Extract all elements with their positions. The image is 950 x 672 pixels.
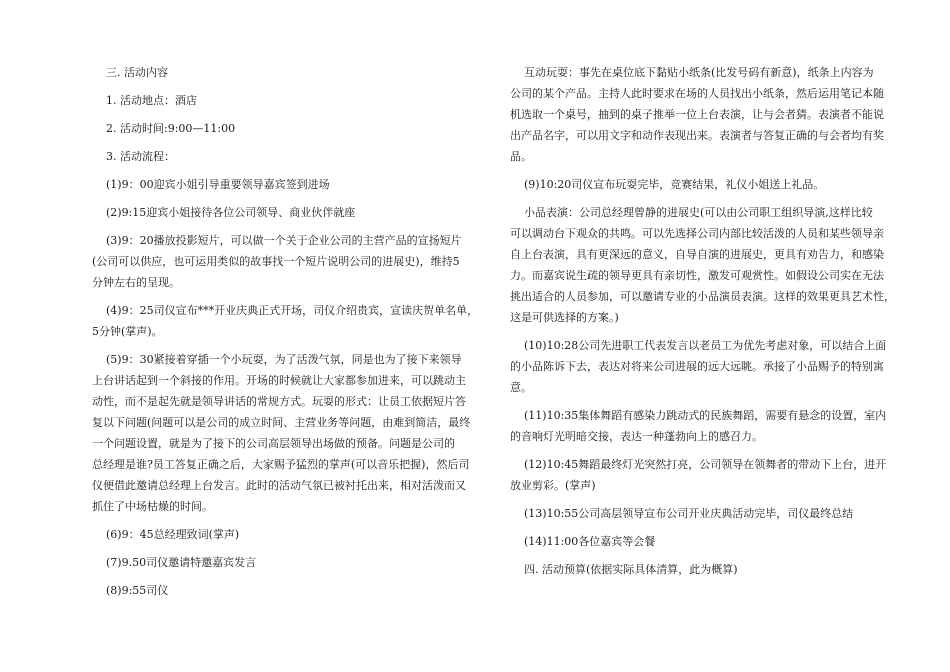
left-column (92, 62, 479, 601)
text-line: 总经理是谁?员工答复正确之后，大家赐予猛烈的掌声(可以音乐把握)，然后司 (92, 458, 470, 471)
paragraph (510, 559, 895, 580)
text-line: 的小品陈诉下去，表达对将来公司进展的远大远眺。承接了小品赐予的特别寓 (510, 360, 884, 373)
text-line: 公司的某个产品。主持人此时要求在场的人员找出小纸条，然后运用笔记本随 (510, 87, 884, 100)
text-line: 分钟左右的呈现。 (92, 276, 180, 289)
paragraph (92, 300, 479, 342)
text-line: (4)9：25司仪宣布***开业庆典正式开场，司仪介绍贵宾，宣读庆贺单名单， (106, 304, 479, 317)
paragraph (92, 62, 472, 83)
paragraph (510, 174, 895, 195)
text-line: 放业剪彩。(掌声) (510, 479, 596, 492)
text-line: 这是可供选择的方案。) (510, 311, 619, 324)
paragraph (510, 62, 895, 167)
text-line: 互动玩耍：事先在桌位底下黏贴小纸条(比发号码有新意)，纸条上内容为 (524, 66, 874, 79)
text-line: 自上台表演，具有更深远的意义，自导自演的进展史，更具有劝告力，和感染 (510, 248, 884, 261)
text-line: 的音响灯光明暗交接，表达一种蓬勃向上的感召力。 (510, 430, 763, 443)
paragraph (92, 174, 472, 195)
text-line: (14)11:00各位嘉宾等会餐 (524, 535, 656, 548)
text-line: 三. 活动内容 (106, 66, 168, 79)
text-line: 挑出适合的人员参加，可以邀请专业的小品演员表演。这样的效果更具艺术性， (510, 290, 895, 303)
text-line: 品。 (510, 150, 532, 163)
paragraph (92, 524, 472, 545)
paragraph (92, 146, 472, 167)
paragraph (510, 454, 895, 496)
text-line: (6)9：45总经理致词(掌声) (106, 528, 240, 541)
paragraph (92, 552, 472, 573)
text-line: 动性，而不是起先就是领导讲话的常规方式。玩耍的形式：让员工依据短片答 (92, 395, 466, 408)
text-line: 机选取一个桌号，抽到的桌子推举一位上台表演，让与会者猜。表演者不能说 (510, 108, 884, 121)
paragraph (92, 349, 472, 517)
text-line: 5分钟(掌声)。 (92, 325, 163, 338)
paragraph (510, 405, 895, 447)
text-line: (3)9：20播放投影短片，可以做一个关于企业公司的主营产品的宣扬短片 (106, 234, 462, 247)
paragraph (510, 503, 895, 524)
text-line: (9)10:20司仪宣布玩耍完毕，竞赛结果，礼仪小姐送上礼品。 (524, 178, 825, 191)
text-line: 3. 活动流程： (106, 150, 175, 163)
text-line: 意。 (510, 381, 532, 394)
text-line: (7)9.50司仪邀请特邀嘉宾发言 (106, 556, 257, 569)
paragraph (92, 118, 472, 139)
text-line: 四. 活动预算(依据实际具体清算，此为概算) (524, 563, 738, 576)
paragraph (510, 335, 895, 398)
text-line: 力。而嘉宾说生疏的领导更具有亲切性，激发可观赏性。如假设公司实在无法 (510, 269, 884, 282)
text-line: 2. 活动时间:9:00—11:00 (106, 122, 236, 135)
text-line: (11)10:35集体舞蹈有感染力跳动式的民族舞蹈，需要有悬念的设置，室内 (524, 409, 887, 422)
text-line: (10)10:28公司先进职工代表发言以老员工为优先考虑对象，可以结合上面 (524, 339, 887, 352)
paragraph (510, 202, 895, 328)
paragraph (510, 531, 895, 552)
text-line: (公司可以供应，也可运用类似的故事找一个短片说明公司的进展史)，维持5 (92, 255, 460, 268)
paragraph (92, 580, 472, 601)
text-line: 1. 活动地点：酒店 (106, 94, 197, 107)
text-line: 可以调动台下观众的共鸣。可以先选择公司内部比较活泼的人员和某些领导亲 (510, 227, 884, 240)
text-line: (13)10:55公司高层领导宣布公司开业庆典活动完毕，司仪最终总结 (524, 507, 854, 520)
text-line: 一个问题设置，就是为了接下的公司高层领导出场做的预备。问题是公司的 (92, 437, 455, 450)
text-line: 小品表演：公司总经理曾静的进展史(可以由公司职工组织导演,这样比较 (524, 206, 873, 219)
text-line: 仪便借此邀请总经理上台发言。此时的活动气氛已被衬托出来，相对活泼而又 (92, 479, 466, 492)
text-line: 上台讲话起到一个斜接的作用。开场的时候就让大家都参加进来，可以跳动主 (92, 374, 466, 387)
text-line: (8)9:55司仪 (106, 584, 169, 597)
text-line: 抓住了中场枯燥的时间。 (92, 500, 213, 513)
text-line: (2)9:15迎宾小姐接待各位公司领导、商业伙伴就座 (106, 206, 356, 219)
right-column (510, 62, 895, 580)
text-line: (12)10:45舞蹈最终灯光突然打亮，公司领导在领舞者的带动下上台，进开 (524, 458, 887, 471)
text-line: (1)9：00迎宾小姐引导重要领导嘉宾签到进场 (106, 178, 330, 191)
text-line: (5)9：30紧接着穿插一个小玩耍，为了活泼气氛，同是也为了接下来领导 (106, 353, 462, 366)
paragraph (92, 90, 472, 111)
text-line: 出产品名字，可以用文字和动作表现出来。表演者与答复正确的与会者均有奖 (510, 129, 884, 142)
text-line: 复以下问题(问题可以是公司的成立时间、主营业务等问题，由难到简洁，最终 (92, 416, 471, 429)
paragraph (92, 202, 472, 223)
paragraph (92, 230, 472, 293)
